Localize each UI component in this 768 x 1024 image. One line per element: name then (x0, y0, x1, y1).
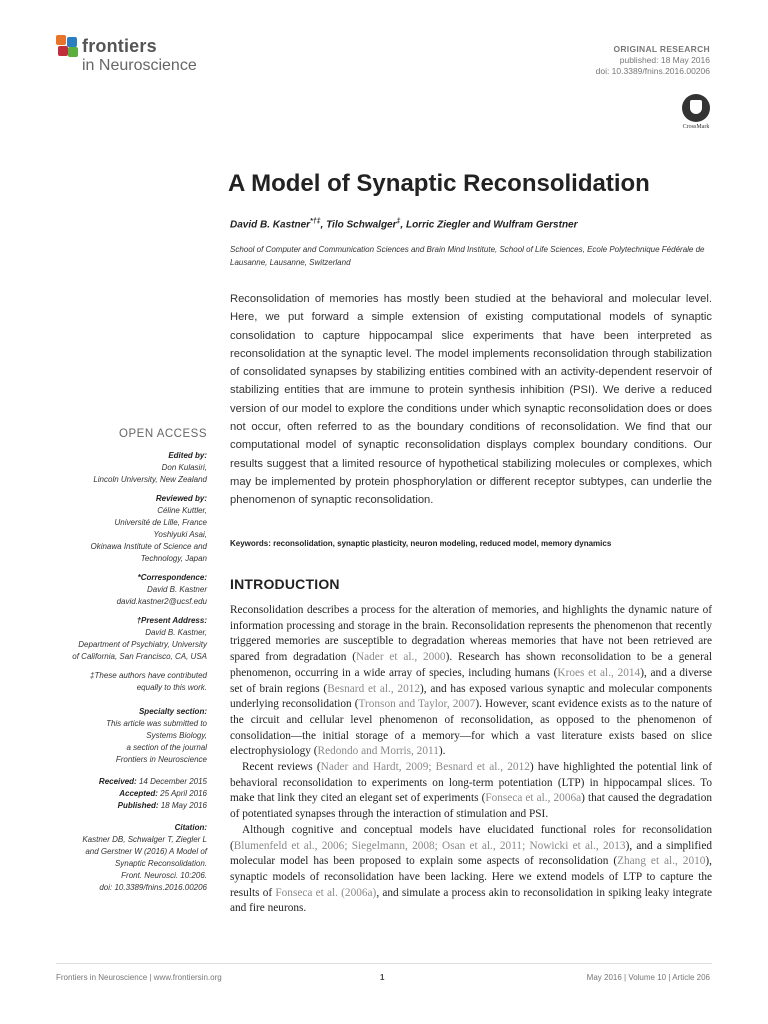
intro-text: ), and has exposed various synaptic and molecular components underlying reconsolidation ( (230, 682, 712, 711)
published-date: published: 18 May 2016 (619, 55, 710, 65)
citation-link[interactable]: Nader and Hardt, 2009; Besnard et al., 2012 (320, 761, 530, 774)
published-date-sidebar: Published: 18 May 2016 (117, 801, 207, 810)
footer-journal-link[interactable]: Frontiers in Neuroscience | www.frontiersin.org (56, 973, 222, 982)
reviewed-by (50, 493, 207, 565)
crossmark-icon (682, 94, 710, 122)
received-date: Received: 14 December 2015 (98, 777, 207, 786)
article-sidebar (50, 428, 207, 901)
author-marks: ‡ (396, 218, 401, 225)
intro-text: ), and a simplified molecular model has been proposed to explain some aspects of reconsolidation ( (230, 839, 712, 868)
sidebar-line: david.kastner2@ucsf.edu (116, 597, 207, 606)
edited-by (50, 450, 207, 486)
citation-link[interactable]: Zhang et al., 2010 (617, 855, 706, 868)
citation-body (50, 834, 207, 894)
sidebar-line: Yoshiyuki Asai, (153, 530, 207, 539)
intro-text: ). (438, 745, 446, 758)
logo-word-journal: in Neuroscience (82, 57, 197, 74)
intro-text: Reconsolidation describes a process for the alteration of memories, and highlights the dynamic nature of information processing and storage in the brain. Reconsolidation represents the phenomenon that recently triggered memories are susceptible to degradation whereas memories that have not been retrieved are spared from degradation ( (230, 604, 712, 664)
intro-text: Although cognitive and conceptual models have elucidated functional roles for reconsolidation ( (230, 823, 712, 852)
sidebar-line: Synaptic Reconsolidation. (114, 859, 207, 868)
citation-link[interactable]: Fonseca et al., 2006a (485, 792, 582, 805)
citation (50, 822, 207, 894)
sidebar-line: and Gerstner W (2016) A Model of (85, 847, 207, 856)
edited-by-heading: Edited by: (168, 451, 207, 460)
author-marks: *†‡ (310, 218, 321, 225)
intro-text: Recent reviews ( (242, 761, 321, 774)
specialty-body (50, 718, 207, 766)
accepted-date: Accepted: 25 April 2016 (119, 789, 207, 798)
affiliation: School of Computer and Communication Sciences and Brain Mind Institute, School of Life Sciences, Ecole Polytechnique Fédérale de Lausanne, Lausanne, Switzerland (230, 245, 705, 267)
abstract: Reconsolidation of memories has mostly been studied at the behavioral and molecular level. Here, we put forward a simple extension of existing computational models of synaptic consolidation to capture hippocampal slice experiments that have been interpreted as reconsolidation at the synaptic level. The model implements reconsolidation through stabilization of consolidated synapses by stabilizing entities combined with an activity-dependent reservoir of stabilizing entities that are immune to protein synthesis inhibition (PSI). We derive a reduced version of our model to explore the conditions under which synaptic reconsolidation does or does not occur, often referred to as the boundary conditions of reconsolidation. We find that our computational model of synaptic reconsolidation displays complex boundary conditions. Our results suggest that a limited resource of hypothetical stabilizing molecules or complexes, which may be implemented by protein phosphorylation or different receptor subtypes, can underlie the phenomenon of synaptic reconsolidation. (230, 293, 712, 507)
sidebar-line: Céline Kuttler, (157, 506, 207, 515)
sidebar-line: Technology, Japan (140, 554, 207, 563)
citation-link[interactable]: Fonseca et al. (2006a) (275, 886, 377, 899)
article-type: ORIGINAL RESEARCH (613, 44, 710, 54)
footer-divider (56, 963, 712, 964)
citation-link[interactable]: Besnard et al., 2012 (327, 682, 421, 695)
sidebar-line: Department of Psychiatry, University (78, 640, 207, 649)
sidebar-line: Kastner DB, Schwalger T, Ziegler L (82, 835, 207, 844)
present-address (50, 615, 207, 663)
frontiers-logo-icon (56, 35, 80, 59)
journal-logo[interactable] (56, 33, 236, 81)
intro-text: ). Research has shown reconsolidation to be a general phenomenon, occurring in a wide array of species, including humans ( (230, 651, 712, 679)
sidebar-line: David B. Kastner (146, 585, 207, 594)
intro-text: ), synaptic models of reconsolidation have been lacking. Here we extend models of LTP to capture the results of (230, 855, 712, 899)
sidebar-line: Université de Lille, France (114, 518, 207, 527)
open-access-label: OPEN ACCESS (119, 428, 207, 440)
citation-link[interactable]: Redondo and Morris, 2011 (317, 745, 439, 758)
reviewed-by-body (50, 505, 207, 565)
sidebar-line: This article was submitted to (106, 719, 207, 728)
citation-link[interactable]: Kroes et al., 2014 (557, 666, 641, 679)
crossmark-badge[interactable] (676, 94, 716, 138)
citation-link[interactable]: Tronson and Taylor, 2007 (358, 698, 476, 711)
author-name[interactable]: Wulfram Gerstner (493, 219, 578, 231)
intro-text: , and simulate a process akin to reconsolidation in spiking leaky integrate and fire neurons. (230, 886, 712, 915)
intro-text: ). However, scant evidence exists as to the nature of the circuit and cellular level phenomenon of reconsolidation, as opposed to the phenomenon of consolidation—the initial storage of a memory—for which a vast literature exists based on slice electrophysiology ( (230, 698, 712, 758)
sidebar-line: Front. Neurosci. 10:206. (121, 871, 207, 880)
sidebar-line: Don Kulasiri, (161, 463, 207, 472)
intro-text: ), and a diverse set of brain regions ( (230, 666, 712, 695)
dates (50, 776, 207, 812)
citation-link[interactable]: Blumenfeld et al., 2006; Siegelmann, 2008; Osan et al., 2011; Nowicki et al., 2013 (233, 839, 626, 852)
sidebar-line: a section of the journal (126, 743, 207, 752)
intro-paragraph (230, 603, 712, 760)
sidebar-line: ‡These authors have contributed (90, 671, 207, 680)
author-name[interactable]: Lorric Ziegler (405, 219, 470, 231)
correspondence-heading: *Correspondence: (137, 573, 207, 582)
sidebar-line: of California, San Francisco, CA, USA (72, 652, 207, 661)
sidebar-line: doi: 10.3389/fnins.2016.00206 (99, 883, 207, 892)
intro-paragraph (230, 823, 712, 917)
specialty-section (50, 706, 207, 766)
sidebar-line: Frontiers in Neuroscience (115, 755, 207, 764)
sidebar-line: David B. Kastner, (145, 628, 207, 637)
introduction-body (230, 603, 712, 917)
introduction-heading: INTRODUCTION (230, 576, 340, 592)
crossmark-label: CrossMark (682, 124, 710, 130)
specialty-heading: Specialty section: (138, 707, 207, 716)
equal-contribution (50, 670, 207, 694)
citation-heading: Citation: (174, 823, 207, 832)
intro-text: ) have highlighted the potential link of behavioral reconsolidation to experiments on long-term potentiation (LTP) in hippocampal slices. To make that link they cited an elegant set of experiments ( (230, 761, 712, 805)
doi-link[interactable]: doi: 10.3389/fnins.2016.00206 (595, 66, 710, 76)
article-meta (596, 44, 710, 77)
sidebar-line: Systems Biology, (146, 731, 207, 740)
keywords: Keywords: reconsolidation, synaptic plasticity, neuron modeling, reduced model, memory dynamics (230, 539, 612, 548)
edited-by-body (50, 462, 207, 486)
author-name[interactable]: David B. Kastner (230, 219, 311, 231)
article-title: A Model of Synaptic Reconsolidation (228, 170, 650, 197)
correspondence (50, 572, 207, 608)
present-address-body (50, 627, 207, 663)
author-name[interactable]: Tilo Schwalger (326, 219, 397, 231)
citation-link[interactable]: Nader et al., 2000 (355, 651, 446, 664)
author-list: David B. Kastner*†‡, Tilo Schwalger‡, Lorric Ziegler and Wulfram Gerstner (230, 218, 578, 231)
logo-word-frontiers: frontiers (82, 36, 157, 56)
sidebar-line: Lincoln University, New Zealand (93, 475, 207, 484)
footer-issue-info: May 2016 | Volume 10 | Article 206 (586, 973, 710, 982)
equal-contribution-note (50, 670, 207, 694)
sidebar-line: Okinawa Institute of Science and (90, 542, 207, 551)
sidebar-line: equally to this work. (136, 683, 207, 692)
present-address-heading: †Present Address: (136, 616, 207, 625)
reviewed-by-heading: Reviewed by: (155, 494, 207, 503)
correspondence-body[interactable] (50, 584, 207, 608)
intro-text: ) that caused the degradation of potentiated synapses through the interaction of stimulation and PSI. (230, 792, 712, 821)
footer-page-number: 1 (380, 973, 385, 982)
intro-paragraph (230, 760, 712, 823)
